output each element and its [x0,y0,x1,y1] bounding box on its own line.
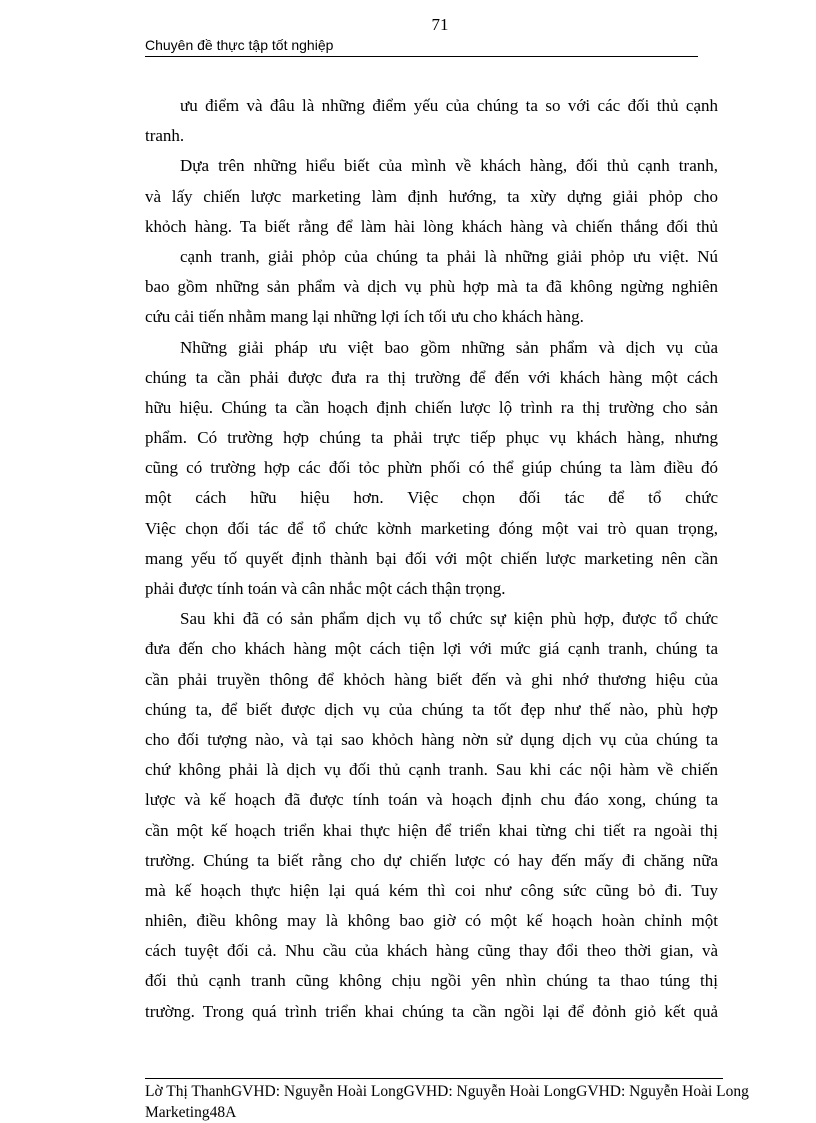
text-line: cần một kế hoạch triển khai thực hiện để triển khai từng chi tiết ra ngoài thị [145,820,718,840]
text-line: Những giải pháp ưu việt bao gồm những sản phẩm và dịch vụ của [180,337,718,357]
text-line: phải được tính toán và cân nhắc một cách thận trọng. [145,579,506,598]
text-line: đối thủ cạnh tranh cũng không chịu ngồi yên nhìn chúng ta thao túng thị [145,971,718,991]
page-number: 71 [431,15,449,34]
text-line: cách tuyệt đối cả. Nhu cầu của khách hàng cũng thay đổi theo thời gian, và [145,941,718,961]
text-line: khỏch hàng. Ta biết rằng để làm hài lòng khách hàng và chiến thắng đối thủ [145,216,718,236]
text-line: Dựa trên những hiểu biết của mình về khách hàng, đối thủ cạnh tranh, [180,156,718,176]
text-line: hữu hiệu. Chúng ta cần hoạch định chiến lược lộ trình ra thị trường cho sản [145,397,718,417]
text-line: trường. Trong quá trình triển khai chúng ta cần ngồi lại để đỏnh giỏ kết quả [145,1001,718,1021]
text-line: Việc chọn đối tác để tổ chức kờnh marketing đóng một vai trò quan trọng, [145,518,718,538]
header-title: Chuyên đề thực tập tốt nghiệp [145,37,334,53]
text-line: trường. Chúng ta biết rằng cho dự chiến lược có hay đến mấy đi chăng nữa [145,850,718,870]
text-line: Sau khi đã có sản phẩm dịch vụ tổ chức sự kiện phù hợp, được tổ chức [180,609,718,629]
text-line: cho đối tượng nào, và tại sao khỏch hàng nờn sử dụng dịch vụ của chúng ta [145,729,718,749]
footer [145,1081,749,1123]
text-line: bao gồm những sản phẩm và dịch vụ phù hợp mà ta đã không ngừng nghiên [145,277,718,297]
text-line: ưu điểm và đâu là những điểm yếu của chúng ta so với các đối thủ cạnh [180,96,718,115]
text-line: một cách hữu hiệu hơn. Việc chọn đối tác để tổ chức [145,488,718,508]
footer-class-line: Marketing48A [145,1104,237,1121]
text-line: cứu cải tiến nhằm mang lại những lợi ích tối ưu cho khách hàng. [145,307,584,327]
text-line: đưa đến cho khách hàng một cách tiện lợi với mức giá cạnh tranh, chúng ta [145,639,718,659]
text-line: mà kế hoạch thực hiện lại quá kém thì coi như công sức cũng bỏ đi. Tuy [145,880,718,900]
body-text [145,91,718,1027]
text-line: chúng ta cần phải được đưa ra thị trường để đến với khách hàng một cách [145,367,718,387]
text-line: nhiên, điều không may là không bao giờ có một kế hoạch hoàn chỉnh một [145,911,718,931]
text-line: mang yếu tố quyết định thành bại đối với một chiến lược marketing nên cần [145,548,718,568]
text-line: tranh. [145,126,185,146]
footer-rule [145,1078,723,1079]
text-line: chúng ta, để biết được dịch vụ của chúng ta tốt đẹp như thế nào, phù hợp [145,699,718,719]
header-rule [145,56,698,57]
text-line: cạnh tranh, giải phỏp của chúng ta phải là những giải phỏp ưu việt. Nú [180,246,718,266]
text-line: phẩm. Có trường hợp chúng ta phải trực tiếp phục vụ khách hàng, nhưng [145,428,718,448]
footer-author-line: Lờ Thị ThanhGVHD: Nguyễn Hoài LongGVHD: Nguyễn Hoài LongGVHD: Nguyễn Hoài Long [145,1083,749,1100]
text-line: lược và kế hoạch đã được tính toán và hoạch định chu đáo xong, chúng ta [145,790,718,810]
text-line: chứ không phải là dịch vụ đối thủ cạnh tranh. Sau khi các nội hàm về chiến [145,760,718,780]
text-line: cũng có trường hợp các đối tỏc phừn phối có thể giúp chúng ta làm điều đó [145,458,718,478]
text-line: và lấy chiến lược marketing làm định hướng, ta xừy dựng giải phỏp cho [145,186,718,206]
text-line: cần phải truyền thông để khỏch hàng biết đến và ghi nhớ thương hiệu của [145,669,718,689]
